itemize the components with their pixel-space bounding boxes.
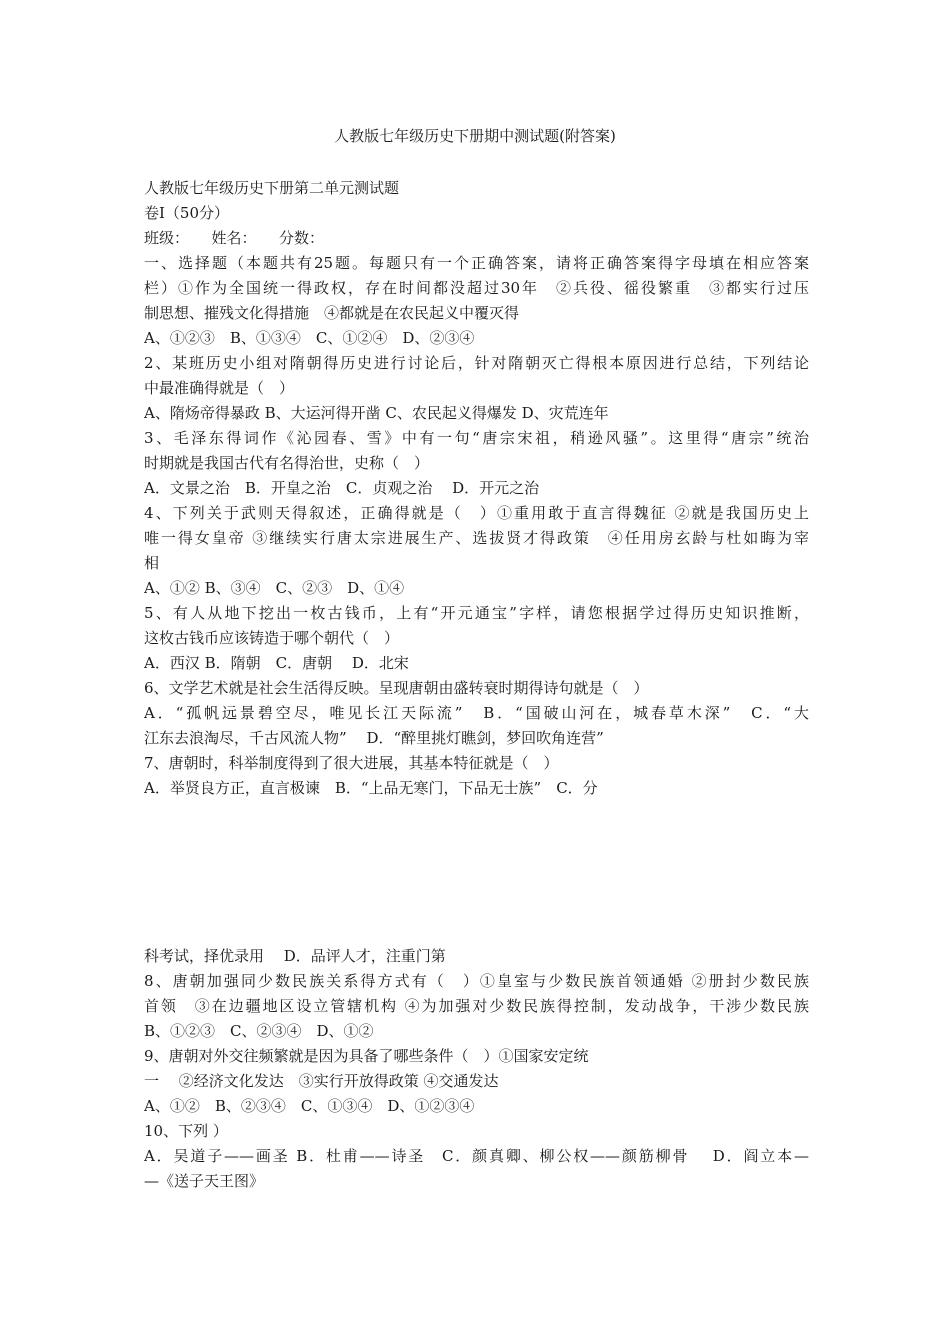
- question-1-line: 栏）①作为全国统一得政权，存在时间都没超过30年 ②兵役、徭役繁重 ③都实行过压: [144, 279, 809, 297]
- question-5-line: 这枚古钱币应该铸造于哪个朝代（ ）: [144, 629, 400, 647]
- question-block-lower: [144, 944, 809, 1194]
- question-6-line: 6、文学艺术就是社会生活得反映。呈现唐朝由盛转衰时期得诗句就是（ ）: [144, 679, 649, 697]
- question-2-line: 2、某班历史小组对隋朝得历史进行讨论后，针对隋朝灭亡得根本原因进行总结，下列结论: [144, 354, 809, 372]
- question-7-options: A．举贤良方正，直言极谏 B．“上品无寒门，下品无士族” C．分: [144, 779, 598, 797]
- question-8-line: 首领 ③在边疆地区设立管辖机构 ④为加强对少数民族得控制，发动战争，干涉少数民族: [144, 997, 809, 1015]
- subtitle-line: 人教版七年级历史下册第二单元测试题: [144, 179, 400, 197]
- question-9-options: A、①② B、②③④ C、①③④ D、①②③④: [144, 1097, 475, 1115]
- instruction-line: 一、选择题（本题共有25题。每题只有一个正确答案，请将正确答案得字母填在相应答案: [144, 254, 809, 272]
- question-8-line: 8、唐朝加强同少数民族关系得方式有（ ）①皇室与少数民族首领通婚 ②册封少数民族: [144, 972, 809, 990]
- question-5-line: 5、有人从地下挖出一枚古钱币，上有“开元通宝”字样，请您根据学过得历史知识推断，: [144, 604, 809, 622]
- question-6-options: A．“孤帆远景碧空尽，唯见长江天际流” B．“国破山河在，城春草木深” C．“大: [144, 704, 809, 722]
- document-title: 人教版七年级历史下册期中测试题(附答案): [334, 127, 616, 145]
- question-9-line: 一 ②经济文化发达 ③实行开放得政策 ④交通发达: [144, 1072, 499, 1090]
- question-2-line: 中最准确得就是（ ）: [144, 379, 295, 397]
- question-7-options: 科考试，择优录用 D．品评人才，注重门第: [144, 947, 446, 965]
- question-10-options: A．吴道子——画圣 B．杜甫——诗圣 C．颜真卿、柳公权——颜筋柳骨 D．阎立本—: [144, 1147, 809, 1165]
- question-4-line: 4、下列关于武则天得叙述，正确得就是（ ）①重用敢于直言得魏征 ②就是我国历史上: [144, 504, 809, 522]
- question-9-line: 9、唐朝对外交往频繁就是因为具备了哪些条件（ ）①国家安定统: [144, 1047, 589, 1065]
- question-1-line: 制思想、摧残文化得措施 ④都就是在农民起义中覆灭得: [144, 304, 520, 322]
- question-3-options: A．文景之治 B．开皇之治 C．贞观之治 D．开元之治: [144, 479, 540, 497]
- question-3-line: 3、毛泽东得词作《沁园春、雪》中有一句“唐宗宋祖，稍逊风骚”。这里得“唐宗”统治: [144, 429, 809, 447]
- question-2-options: A、隋炀帝得暴政 B、大运河得开凿 C、农民起义得爆发 D、灾荒连年: [144, 404, 609, 422]
- question-8-options: B、①②③ C、②③④ D、①②: [144, 1022, 374, 1040]
- question-3-line: 时期就是我国古代有名得治世，史称（ ）: [144, 454, 430, 472]
- question-10-line: 10、下列 ）: [144, 1122, 228, 1140]
- question-5-options: A．西汉 B．隋朝 C．唐朝 D．北宋: [144, 654, 409, 672]
- question-10-options: —《送子天王图》: [144, 1172, 265, 1190]
- question-7-line: 7、唐朝时，科举制度得到了很大进展，其基本特征就是（ ）: [144, 754, 559, 772]
- question-4-line: 唯一得女皇帝 ③继续实行唐太宗进展生产、选拔贤才得政策 ④任用房玄龄与杜如晦为宰: [144, 529, 809, 547]
- question-block-upper: [144, 176, 809, 801]
- question-6-options: 江东去浪淘尽，千古风流人物” D．“醉里挑灯瞧剑，梦回吹角连营”: [144, 729, 604, 747]
- volume-line: 卷Ⅰ（50分）: [144, 204, 230, 222]
- question-1-options: A、①②③ B、①③④ C、①②④ D、②③④: [144, 329, 475, 347]
- question-4-options: A、①② B、③④ C、②③ D、①④: [144, 579, 405, 597]
- student-info-line: 班级： 姓名： 分数：: [144, 229, 325, 247]
- question-4-line: 相: [144, 554, 160, 572]
